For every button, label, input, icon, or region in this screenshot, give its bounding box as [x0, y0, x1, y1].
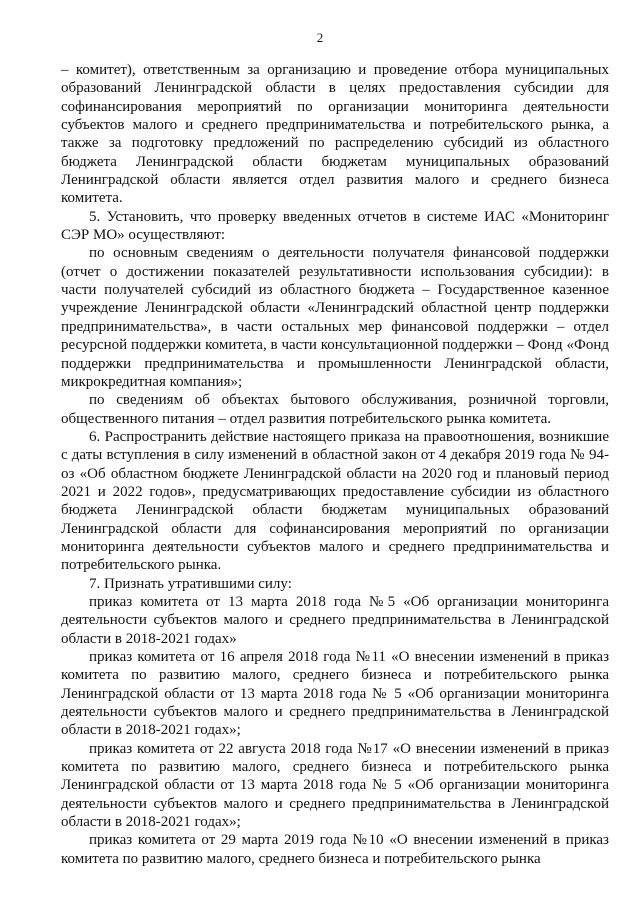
document-body: [61, 61, 609, 868]
paragraph-committee-responsibility: – комитет), ответственным за организацию и проведение отбора муниципальных образований Ленинградской области в целях предоставления субсидии для софинансирования мероприятий по организации мониторинга деятельности субъектов малого и среднего предпринимательства и потребительского рынка, а также за подготовку предложений по распределению субсидий из областного бюджета Ленинградской области бюджетам муниципальных образований Ленинградской области является отдел развития малого и среднего бизнеса комитета.: [61, 62, 609, 207]
paragraph-item-6: 6. Распространить действие настоящего приказа на правоотношения, возникшие с даты вступления в силу изменений в областной закон от 4 декабря 2019 года № 94-оз «Об областном бюджете Ленинградской области на 2020 год и плановый период 2021 и 2022 годов», предусматривающих предоставление субсидии из областного бюджета Ленинградской области бюджетам муниципальных образований Ленинградской области для софинансирования мероприятий по организации мониторинга деятельности субъектов малого и среднего предпринимательства и потребительского рынка.: [61, 428, 609, 574]
paragraph-item-5: 5. Установить, что проверку введенных отчетов в системе ИАС «Мониторинг СЭР МО» осуществляют:: [61, 208, 609, 244]
paragraph-order-2018-04-16: приказ комитета от 16 апреля 2018 года №11 «О внесении изменений в приказ комитета по развитию малого, среднего бизнеса и потребительского рынка Ленинградской области от 13 марта 2018 года № 5 «Об организации мониторинга деятельности субъектов малого и среднего предпринимательства в Ленинградской области в 2018-2021 годах»;: [61, 649, 609, 739]
page-number: 2: [316, 30, 324, 45]
paragraph-financial-support-check: по основным сведениям о деятельности получателя финансовой поддержки (отчет о достижении показателей результативности использования субсидии): в части получателей субсидий из областного бюджета – Государственное казенное учреждение Ленинградской области «Ленинградский областной центр поддержки предпринимательства», в части остальных мер финансовой поддержки – отдел ресурсной поддержки комитета, в части консультационной поддержки – Фонд «Фонд поддержки предпринимательства и промышленности Ленинградской области, микрокредитная компания»;: [61, 245, 609, 390]
paragraph-order-2019-03-29: приказ комитета от 29 марта 2019 года №10 «О внесении изменений в приказ комитета по развитию малого, среднего бизнеса и потребительского рынка: [61, 832, 609, 867]
paragraph-consumer-market-check: по сведениям об объектах бытового обслуживания, розничной торговли, общественного питания – отдел развития потребительского рынка комитета.: [61, 392, 609, 427]
paragraph-order-2018-08-22: приказ комитета от 22 августа 2018 года №17 «О внесении изменений в приказ комитета по развитию малого, среднего бизнеса и потребительского рынка Ленинградской области от 13 марта 2018 года № 5 «Об организации мониторинга деятельности субъектов малого и среднего предпринимательства в Ленинградской области в 2018-2021 годах»;: [61, 740, 609, 831]
paragraph-order-2018-03-13: приказ комитета от 13 марта 2018 года №5 «Об организации мониторинга деятельности субъектов малого и среднего предпринимательства в Ленинградской области в 2018-2021 годах»: [61, 593, 609, 647]
paragraph-item-7: 7. Признать утратившими силу:: [89, 575, 292, 592]
